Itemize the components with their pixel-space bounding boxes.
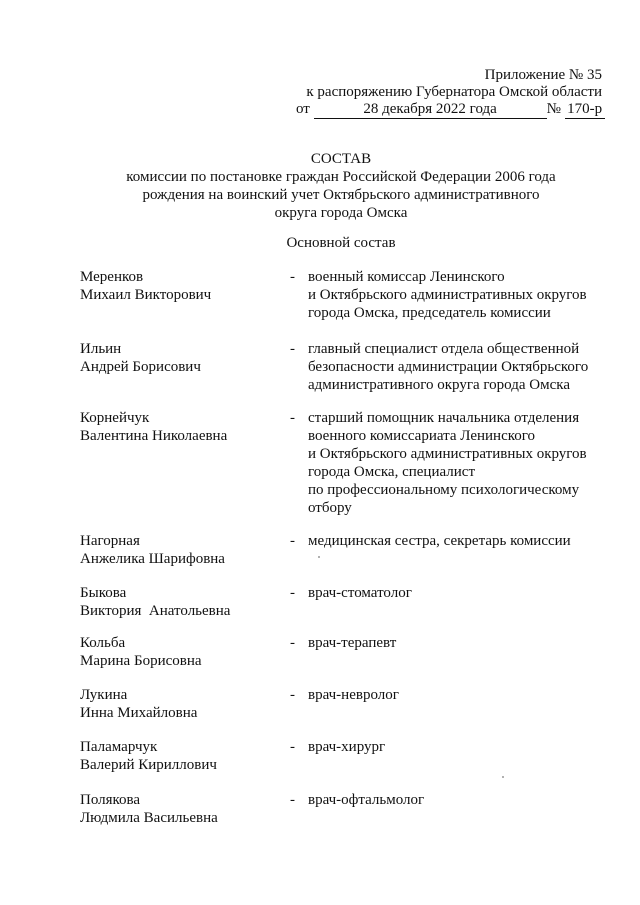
scan-speck	[502, 776, 504, 778]
member-role	[308, 791, 603, 809]
member-name	[80, 686, 290, 722]
subtitle-line: комиссии по постановке граждан Российской Федерации 2006 года	[126, 169, 556, 185]
role-line: врач-хирург	[308, 739, 386, 755]
member-given-name: Людмила Васильевна	[80, 810, 218, 826]
appendix-number: Приложение № 35	[484, 67, 602, 83]
role-line: медицинская сестра, секретарь комиссии	[308, 533, 571, 549]
dash-separator: -	[290, 585, 295, 601]
dash-separator: -	[290, 269, 295, 285]
role-line: главный специалист отдела общественной	[308, 341, 580, 357]
member-surname: Лукина	[80, 687, 128, 703]
order-reference: к распоряжению Губернатора Омской области	[306, 84, 602, 100]
member-role	[308, 634, 603, 652]
section-title: Основной состав	[286, 235, 396, 251]
member-surname: Ильин	[80, 341, 122, 357]
document-title: СОСТАВ	[310, 151, 372, 167]
role-line: отбору	[308, 500, 352, 516]
role-line: по профессиональному психологическому	[308, 482, 580, 498]
scan-speck	[318, 556, 320, 558]
member-name	[80, 584, 290, 620]
role-line: и Октябрьского административных округов	[308, 287, 587, 303]
member-role	[308, 532, 603, 550]
number-prefix: №	[546, 101, 561, 117]
member-name	[80, 268, 290, 304]
dash-separator: -	[290, 687, 295, 703]
member-given-name: Михаил Викторович	[80, 287, 212, 303]
member-name	[80, 532, 290, 568]
dash-separator: -	[290, 410, 295, 426]
role-line: военный комиссар Ленинского	[308, 269, 505, 285]
role-line: и Октябрьского административных округов	[308, 446, 587, 462]
dash-separator: -	[290, 739, 295, 755]
member-given-name: Марина Борисовна	[80, 653, 202, 669]
order-date: 28 декабря 2022 года	[314, 101, 547, 119]
member-name	[80, 738, 290, 774]
subtitle-line: рождения на воинский учет Октябрьского административного	[142, 187, 540, 203]
order-date-line	[296, 100, 616, 119]
member-surname: Меренков	[80, 269, 144, 285]
member-surname: Паламарчук	[80, 739, 158, 755]
role-line: старший помощник начальника отделения	[308, 410, 580, 426]
document-subtitle	[80, 168, 602, 222]
member-given-name: Андрей Борисович	[80, 359, 201, 375]
role-line: города Омска, председатель комиссии	[308, 305, 551, 321]
role-line: врач-терапевт	[308, 635, 397, 651]
role-line: безопасности администрации Октябрьского	[308, 359, 589, 375]
member-surname: Кольба	[80, 635, 126, 651]
member-given-name: Валентина Николаевна	[80, 428, 228, 444]
member-given-name: Инна Михайловна	[80, 705, 198, 721]
role-line: города Омска, специалист	[308, 464, 475, 480]
member-name	[80, 791, 290, 827]
member-given-name: Анжелика Шарифовна	[80, 551, 225, 567]
member-name	[80, 340, 290, 376]
dash-separator: -	[290, 792, 295, 808]
role-line: врач-офтальмолог	[308, 792, 425, 808]
member-role	[308, 340, 603, 394]
member-role	[308, 268, 603, 322]
dash-separator: -	[290, 533, 295, 549]
member-name	[80, 634, 290, 670]
member-surname: Полякова	[80, 792, 141, 808]
member-surname: Нагорная	[80, 533, 140, 549]
role-line: врач-стоматолог	[308, 585, 412, 601]
member-role	[308, 409, 603, 517]
member-role	[308, 584, 603, 602]
role-line: военного комиссариата Ленинского	[308, 428, 536, 444]
role-line: административного округа города Омска	[308, 377, 570, 393]
member-given-name: Виктория Анатольевна	[80, 603, 231, 619]
member-given-name: Валерий Кириллович	[80, 757, 217, 773]
member-role	[308, 738, 603, 756]
dash-separator: -	[290, 341, 295, 357]
member-surname: Быкова	[80, 585, 127, 601]
subtitle-line: округа города Омска	[274, 205, 408, 221]
member-name	[80, 409, 290, 445]
order-number: 170-р	[565, 101, 605, 119]
role-line: врач-невролог	[308, 687, 399, 703]
date-prefix: от	[296, 101, 310, 117]
member-surname: Корнейчук	[80, 410, 150, 426]
member-role	[308, 686, 603, 704]
dash-separator: -	[290, 635, 295, 651]
